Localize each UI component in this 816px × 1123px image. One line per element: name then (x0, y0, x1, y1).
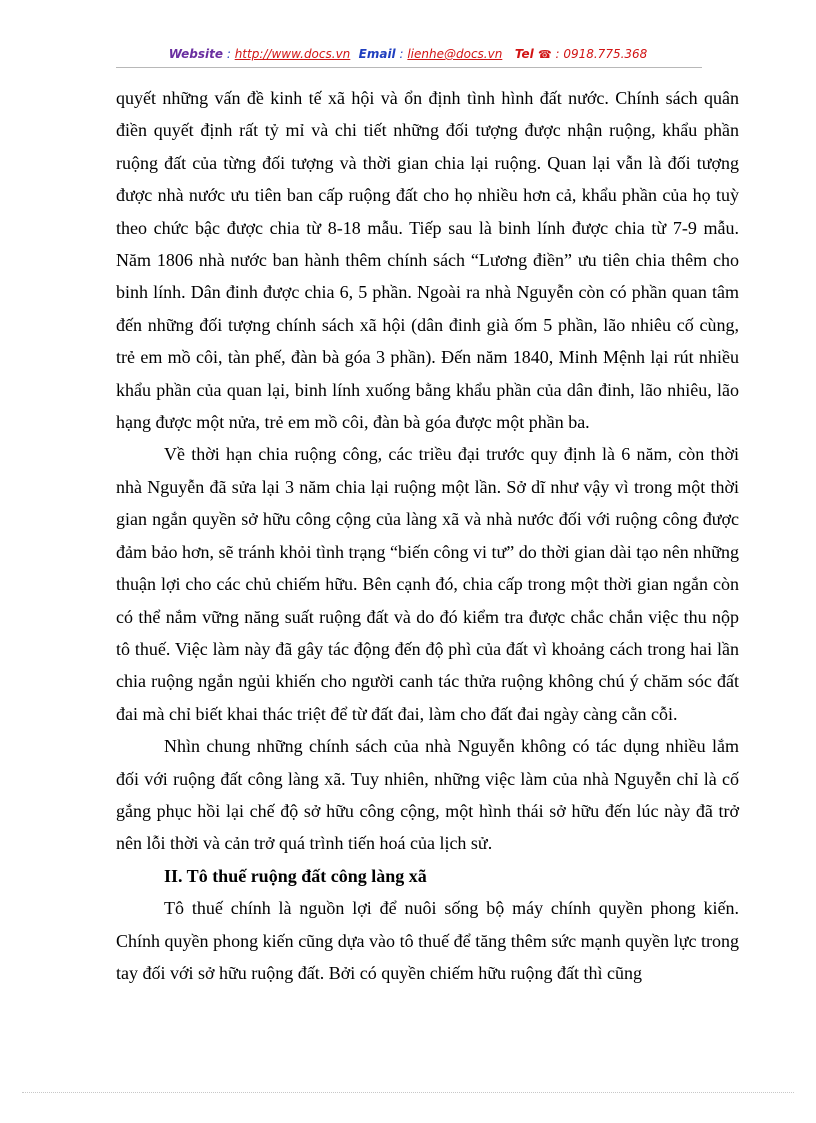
tel-label: Tel (514, 47, 534, 61)
website-label: Website (168, 47, 224, 61)
email-link[interactable]: lienhe@docs.vn (407, 47, 503, 61)
section-heading: II. Tô thuế ruộng đất công làng xã (164, 865, 427, 886)
tel-separator: : (551, 47, 564, 61)
tel-number: 0918.775.368 (563, 47, 648, 61)
paragraph-1: quyết những vấn đề kinh tế xã hội và ổn định tình hình đất nước. Chính sách quân điền quyết định rất tỷ mỉ và chi tiết những đối tượng được nhận ruộng, khẩu phần ruộng đất của từng đối tượng và thời gian chia lại ruộng. Quan lại vẫn là đối tượng được nhà nước ưu tiên ban cấp ruộng đất cho họ nhiều hơn cả, khẩu phần của họ tuỳ theo chức bậc được chia từ 8-18 mẫu. Tiếp sau là binh lính được chia từ 7-9 mẫu. Năm 1806 nhà nước ban hành thêm chính sách “Lương điền” ưu tiên chia thêm cho binh lính. Dân đinh được chia 6, 5 phần. Ngoài ra nhà Nguyễn còn có phần quan tâm đến những đối tượng chính sách xã hội (dân đinh già ốm 5 phần, lão nhiêu cố cùng, trẻ em mồ côi, tàn phế, đàn bà góa 3 phần). Đến năm 1840, Minh Mệnh lại rút nhiều khẩu phần của quan lại, binh lính xuống bằng khẩu phần của dân đinh, lão nhiêu, lão hạng được một nửa, trẻ em mồ côi, đàn bà góa được một phần ba. (116, 88, 739, 433)
paragraph-4: Tô thuế chính là nguồn lợi để nuôi sống bộ máy chính quyền phong kiến. Chính quyền phong kiến cũng dựa vào tô thuế để tăng thêm sức mạnh quyền lực trong tay đối với sở hữu ruộng đất. Bởi có quyền chiếm hữu ruộng đất thì cũng (116, 898, 739, 983)
paragraph-3: Nhìn chung những chính sách của nhà Nguyễn không có tác dụng nhiều lắm đối với ruộng đất công làng xã. Tuy nhiên, những việc làm của nhà Nguyễn chỉ là cố gắng phục hồi lại chế độ sở hữu công cộng, một hình thái sở hữu đến lúc này đã trở nên lỗi thời và cản trở quá trình tiến hoá của lịch sử. (116, 736, 739, 854)
page-header (0, 47, 816, 61)
phone-icon: ☎ (537, 48, 552, 61)
header-divider (116, 67, 702, 68)
footer-divider (22, 1092, 794, 1093)
document-body (116, 82, 739, 989)
website-link[interactable]: http://www.docs.vn (234, 47, 351, 61)
email-separator: : (395, 47, 408, 61)
paragraph-2: Về thời hạn chia ruộng công, các triều đại trước quy định là 6 năm, còn thời nhà Nguyễn đã sửa lại 3 năm chia lại ruộng một lần. Sở dĩ như vậy vì trong một thời gian ngắn quyền sở hữu công cộng của làng xã và nhà nước đối với ruộng công được đảm bảo hơn, sẽ tránh khỏi tình trạng “biến công vi tư” do thời gian dài tạo nên những thuận lợi cho các chủ chiếm hữu. Bên cạnh đó, chia cấp trong một thời gian ngắn còn có thể nắm vững năng suất ruộng đất và do đó kiểm tra được chắc chắn việc thu nộp tô thuế. Việc làm này đã gây tác động đến độ phì của đất vì khoảng cách trong hai lần chia ruộng ngắn ngủi khiến cho người canh tác thửa ruộng không chú ý chăm sóc đất đai mà chỉ biết khai thác triệt để từ đất đai, làm cho đất đai ngày càng cằn cỗi. (116, 444, 739, 724)
website-separator: : (223, 47, 235, 61)
email-label: Email (358, 47, 396, 61)
